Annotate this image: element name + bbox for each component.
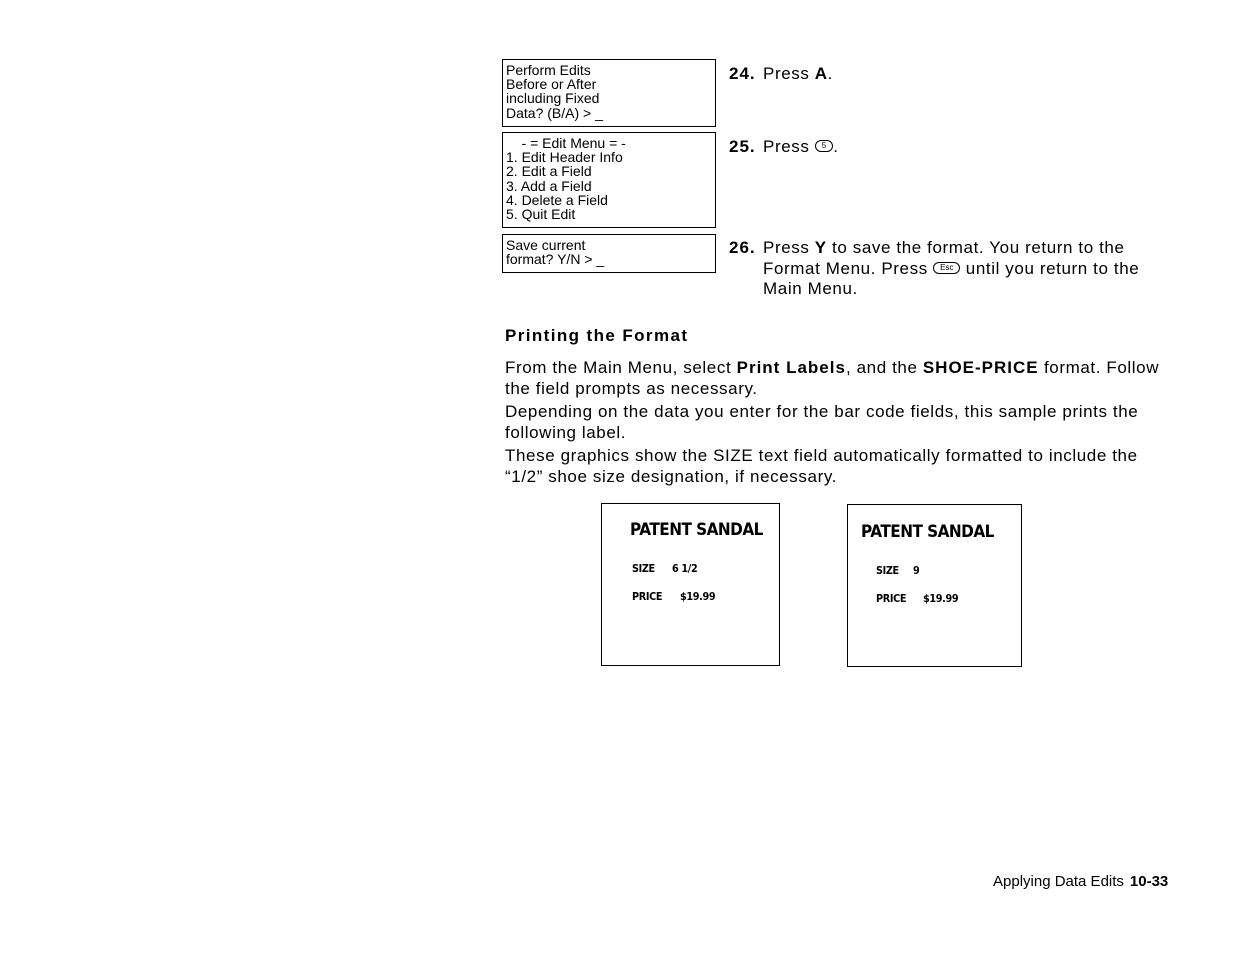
screen-line: format? Y/N > _: [506, 251, 605, 268]
sample-label-9: [847, 504, 1022, 667]
step-text: [763, 238, 1173, 300]
section-heading: Printing the Format: [505, 326, 689, 345]
label-title: PATENT SANDAL: [630, 520, 763, 540]
step-number: 25.: [729, 137, 756, 156]
sample-label-6-half: [601, 503, 780, 666]
paragraph-text: format. Follow the field prompts as necessary.: [505, 358, 1160, 398]
screen-line: Perform Edits: [506, 62, 591, 78]
paragraph-bold-term: Print Labels: [736, 358, 846, 377]
screen-line: 2. Edit a Field: [506, 163, 592, 180]
step-key-letter: Y: [814, 238, 827, 257]
label-price-caption: PRICE: [632, 590, 663, 603]
display-screen-save-format: [502, 234, 716, 273]
display-screen-edit-menu: [502, 132, 716, 228]
paragraph-sample-prints: Depending on the data you enter for the bar code fields, this sample prints the following label.: [505, 402, 1139, 442]
paragraph-main-menu: [505, 358, 1170, 399]
screen-line: 5. Quit Edit: [506, 206, 576, 223]
step-key-letter: A: [814, 64, 828, 83]
label-size-value: 9: [913, 564, 920, 577]
step-number: 26.: [729, 238, 756, 257]
step-text-part: Press: [763, 238, 815, 257]
screen-line: Data? (B/A) > _: [506, 104, 603, 121]
label-size-caption: SIZE: [876, 564, 899, 577]
paragraph-bold-term: SHOE-PRICE: [922, 358, 1039, 377]
step-text-part: .: [827, 64, 833, 83]
label-size-value: 6 1/2: [672, 562, 698, 575]
paragraph-text: From the Main Menu, select: [505, 358, 737, 377]
key-5-icon: 5: [815, 140, 833, 152]
label-title: PATENT SANDAL: [861, 522, 994, 542]
page-footer: [993, 873, 1168, 890]
step-text-part: Press: [763, 137, 815, 156]
paragraph-text: , and the: [845, 358, 923, 377]
step-number: 24.: [729, 64, 756, 83]
step-text: [763, 137, 1173, 158]
screen-line: - = Edit Menu = -: [506, 135, 626, 151]
screen-line: 1. Edit Header Info: [506, 149, 623, 166]
key-esc-icon: Esc: [933, 262, 960, 274]
step-text-part: to save the format. You return to the Format Menu. Press: [763, 238, 1125, 278]
page-number: 10-33: [1129, 873, 1169, 890]
step-text-part: Press: [763, 64, 815, 83]
label-size-caption: SIZE: [632, 562, 655, 575]
screen-line: Save current: [506, 237, 586, 253]
label-price-value: $19.99: [680, 590, 716, 603]
step-text-part: .: [833, 137, 839, 156]
display-screen-perform-edits: [502, 59, 716, 127]
screen-line: including Fixed: [506, 90, 600, 107]
step-text-part: until you return to the Main Menu.: [763, 258, 1140, 298]
step-text: [763, 64, 1173, 85]
paragraph-graphics-note: These graphics show the SIZE text field automatically formatted to include the “1/2” shoe size designation, if necessary.: [505, 446, 1138, 486]
screen-line: 4. Delete a Field: [506, 191, 608, 208]
footer-chapter-title: Applying Data Edits: [993, 873, 1124, 890]
label-price-value: $19.99: [923, 592, 959, 605]
screen-line: Before or After: [506, 76, 597, 93]
label-price-caption: PRICE: [876, 592, 907, 605]
screen-line: 3. Add a Field: [506, 177, 592, 194]
